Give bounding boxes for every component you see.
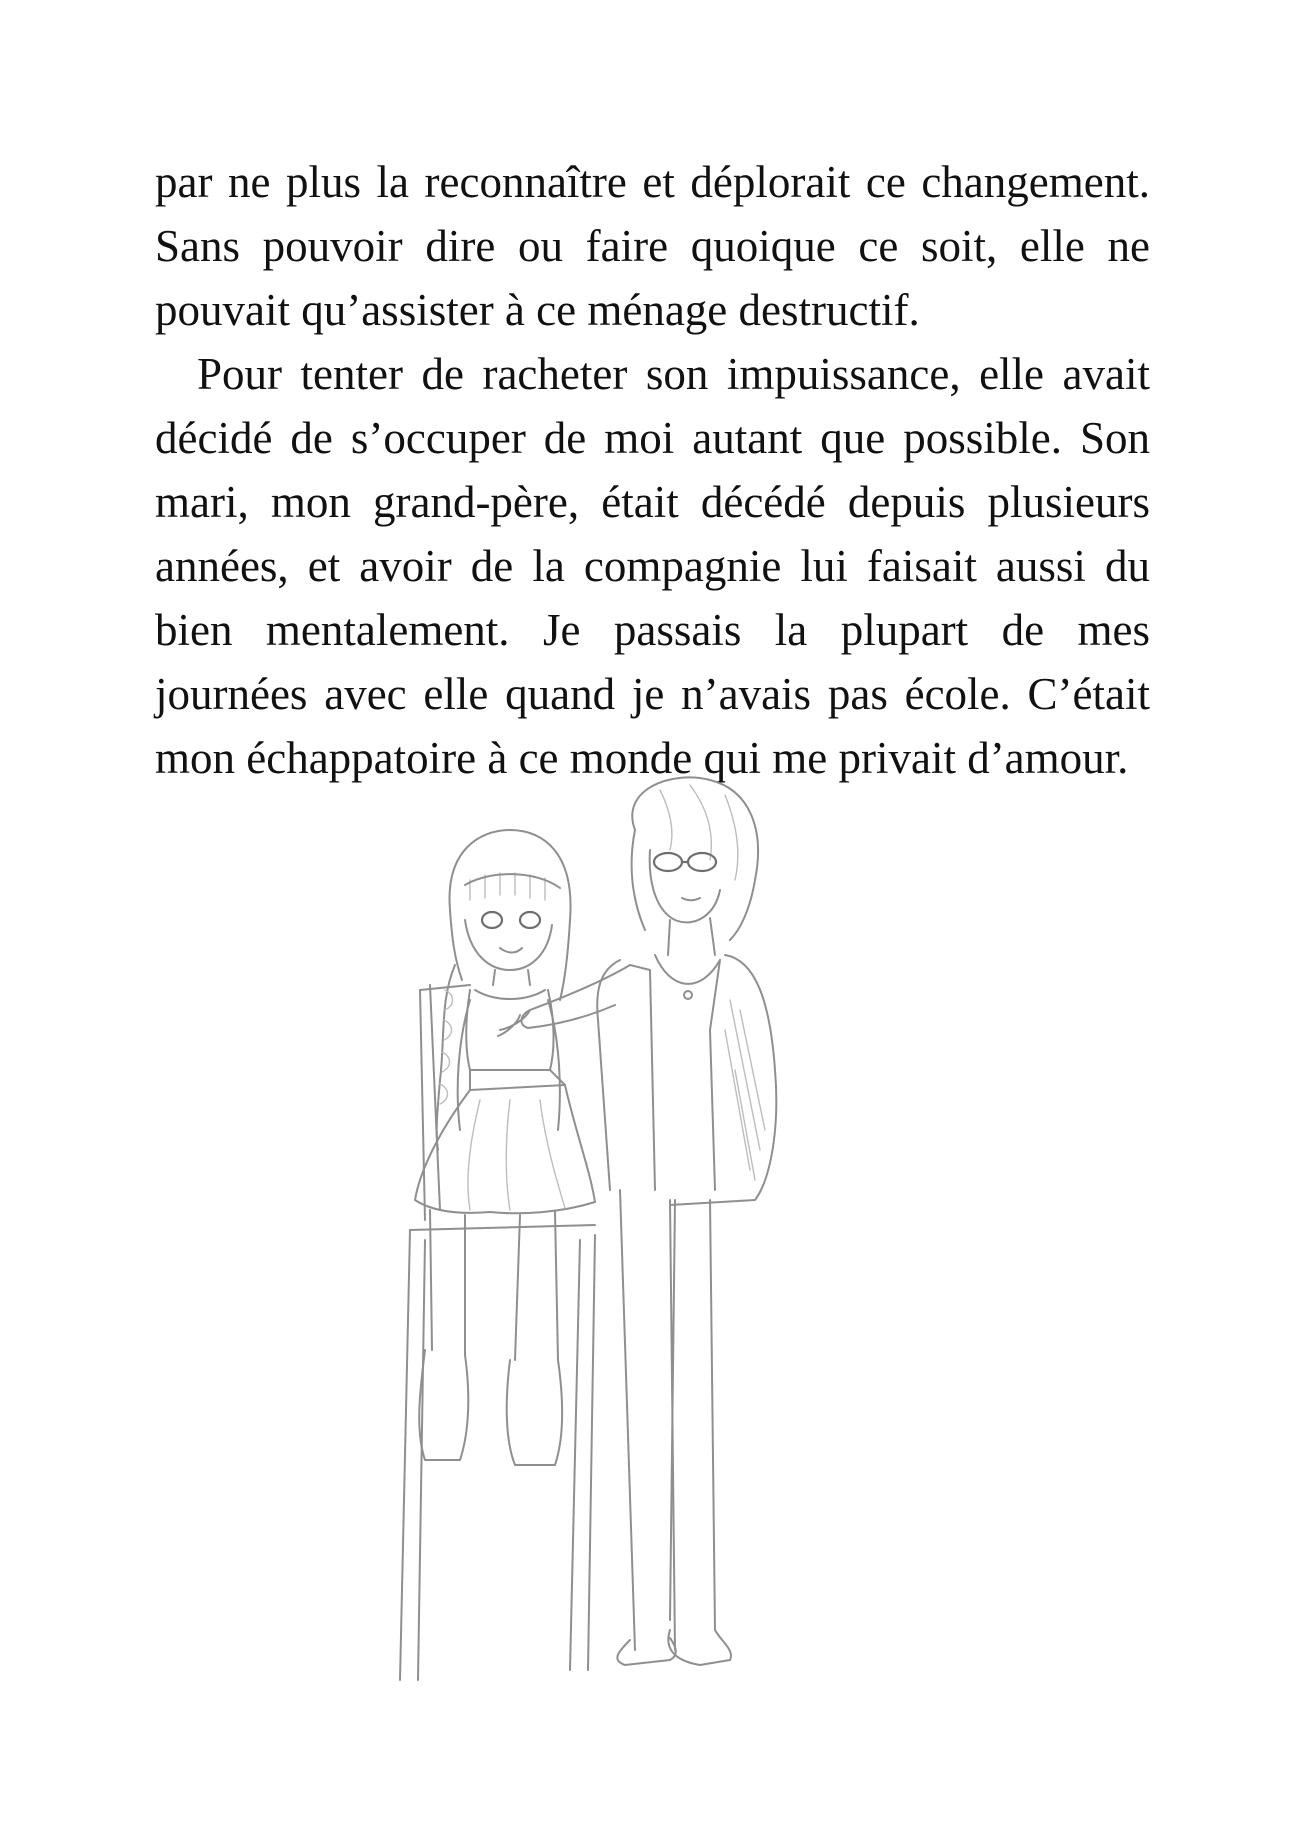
grandmother-figure xyxy=(498,777,776,1665)
text-line: journées avec elle quand je n’avais pas école. C’était xyxy=(155,669,1150,719)
text-line: décidé de s’occuper de moi autant que possible. Son xyxy=(155,413,1150,463)
body-text xyxy=(155,150,1150,790)
text-line: mari, mon grand-père, était décédé depuis plusieurs xyxy=(155,477,1150,527)
girl-figure xyxy=(415,830,595,1465)
text-line: mon échappatoire à ce monde qui me privait d’amour. xyxy=(155,733,1129,783)
text-line: années, et avoir de la compagnie lui faisait aussi du xyxy=(155,541,1150,591)
paragraph-2 xyxy=(155,342,1150,790)
text-line: Sans pouvoir dire ou faire quoique ce soit, elle ne xyxy=(155,221,1150,271)
text-line: pouvait qu’assister à ce ménage destructif. xyxy=(155,285,920,335)
pencil-illustration xyxy=(370,770,930,1690)
text-line: Pour tenter de racheter son impuissance, elle avait xyxy=(197,349,1150,399)
text-line: bien mentalement. Je passais la plupart de mes xyxy=(155,605,1150,655)
text-line: par ne plus la reconnaître et déplorait ce changement. xyxy=(155,157,1150,207)
illustration-drawing xyxy=(370,770,930,1690)
paragraph-1 xyxy=(155,150,1150,342)
